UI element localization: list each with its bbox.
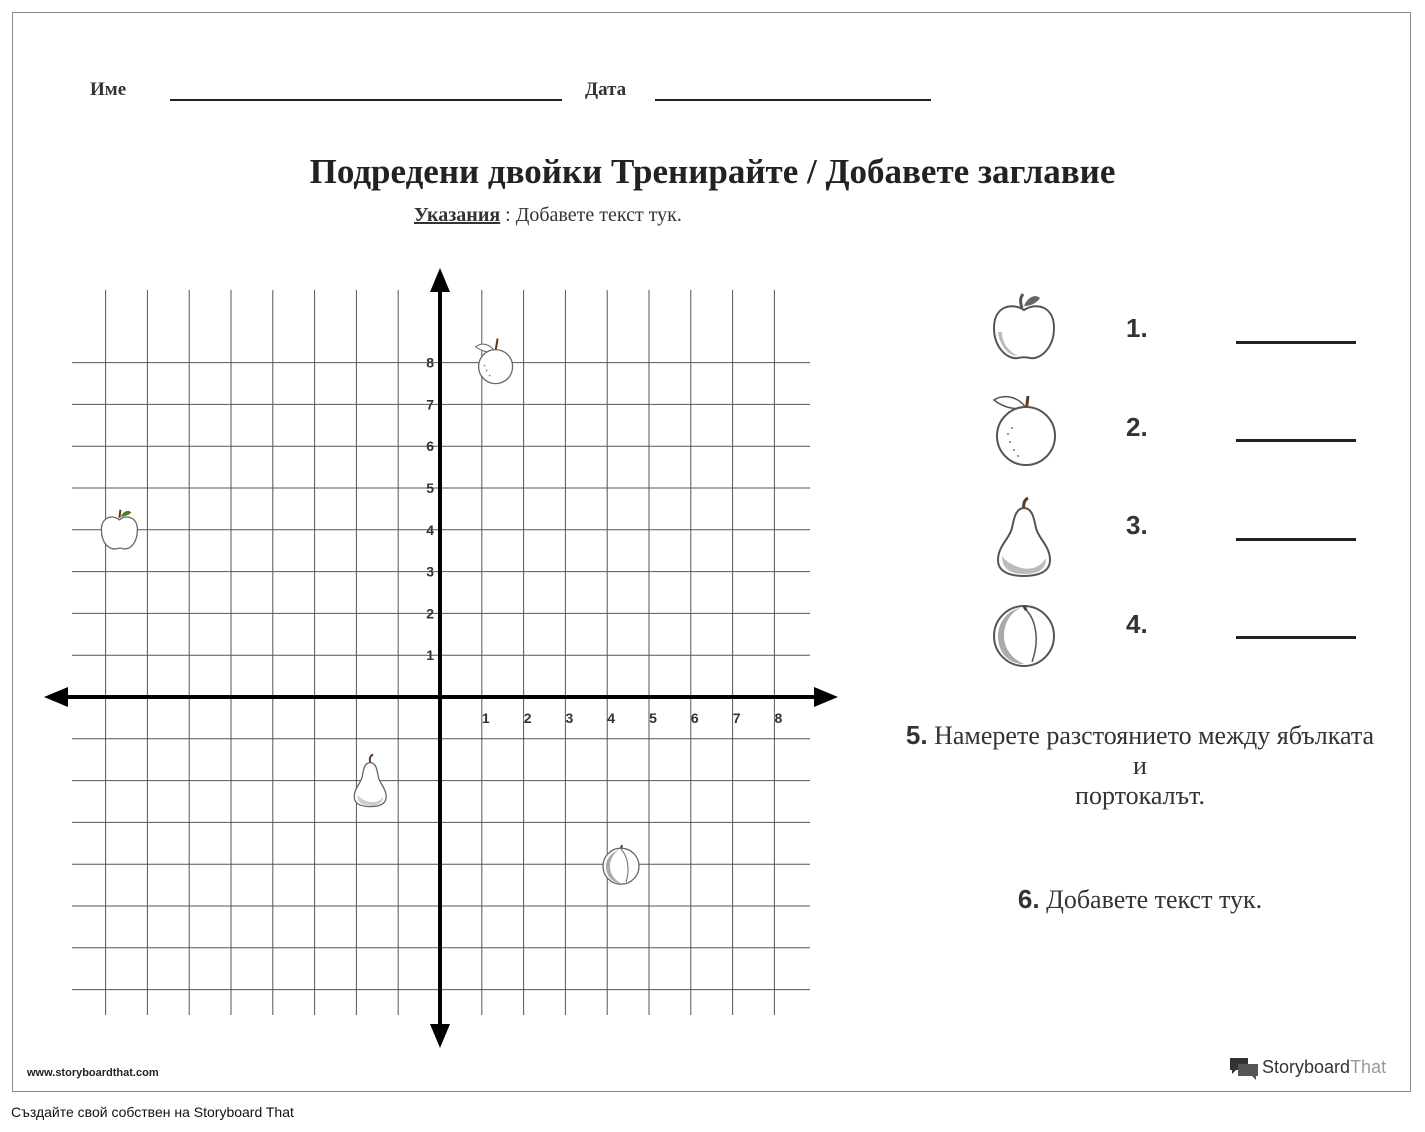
question-5-line1: Намерете разстоянието между ябълката — [934, 721, 1375, 750]
y-tick-label: 4 — [426, 521, 434, 538]
y-tick-label: 8 — [426, 354, 434, 371]
question-2-answer-line[interactable] — [1236, 439, 1356, 442]
question-5[interactable] — [880, 720, 1400, 811]
pear-icon — [994, 496, 1054, 584]
question-1-number: 1. — [1126, 313, 1148, 343]
directions-label: Указания — [414, 204, 501, 226]
storyboardthat-logo — [1228, 1056, 1400, 1082]
x-tick-label: 5 — [649, 710, 657, 726]
y-tick-label: 7 — [426, 396, 434, 413]
y-tick-label: 5 — [426, 480, 434, 496]
question-4-number: 4. — [1126, 609, 1148, 639]
y-tick-label: 6 — [426, 438, 434, 455]
y-tick-label: 1 — [426, 647, 434, 664]
x-tick-label: 1 — [481, 710, 490, 726]
x-tick-label: 8 — [774, 710, 783, 726]
website-watermark: www.storyboardthat.com — [27, 1067, 159, 1079]
x-tick-label: 4 — [607, 710, 616, 726]
name-label: Име — [90, 79, 127, 100]
question-5-line3: портокалът. — [1075, 781, 1205, 810]
apple-icon — [988, 292, 1060, 368]
orange-icon — [990, 392, 1062, 472]
plotted-peach-icon[interactable] — [603, 845, 639, 884]
tick-labels — [426, 355, 782, 726]
worksheet-title[interactable]: Подредени двойки Тренирайте / Добавете заглавие — [309, 152, 1116, 191]
x-tick-label: 6 — [690, 710, 699, 726]
brand-text-that: That — [1350, 1057, 1387, 1077]
question-6-number: 6. — [1017, 884, 1040, 914]
y-tick-label: 3 — [426, 563, 434, 580]
axes — [44, 268, 838, 1048]
brand-text-storyboard: Storyboard — [1262, 1057, 1351, 1077]
question-4-answer-line[interactable] — [1236, 636, 1356, 639]
y-tick-label: 2 — [426, 605, 434, 622]
plotted-fruits[interactable] — [101, 339, 639, 885]
plotted-orange-icon[interactable] — [476, 339, 513, 384]
y-axis-down-arrow — [430, 1024, 450, 1048]
directions-separator: : — [500, 204, 516, 226]
speech-bubbles-icon — [1228, 1056, 1260, 1082]
x-axis-right-arrow — [814, 687, 838, 707]
question-1-answer-line[interactable] — [1236, 341, 1356, 344]
x-tick-label: 3 — [565, 710, 574, 726]
question-3-answer-line[interactable] — [1236, 538, 1356, 541]
question-5-number: 5. — [905, 720, 928, 750]
x-axis-left-arrow — [44, 687, 68, 707]
directions-text: Добавете текст тук. — [515, 204, 682, 226]
question-6[interactable] — [880, 884, 1400, 915]
date-label: Дата — [585, 79, 627, 100]
footer-create-link[interactable]: Създайте свой собствен на Storyboard That — [11, 1104, 294, 1120]
question-3-number: 3. — [1126, 510, 1148, 540]
peach-icon — [988, 600, 1060, 672]
question-2-number: 2. — [1126, 412, 1148, 442]
x-tick-label: 2 — [523, 710, 532, 726]
question-5-line2: и — [1133, 751, 1147, 780]
x-tick-label: 7 — [732, 710, 741, 726]
y-axis-up-arrow — [430, 268, 450, 292]
plotted-apple-icon[interactable] — [101, 510, 137, 549]
question-6-text: Добавете текст тук. — [1046, 885, 1263, 914]
